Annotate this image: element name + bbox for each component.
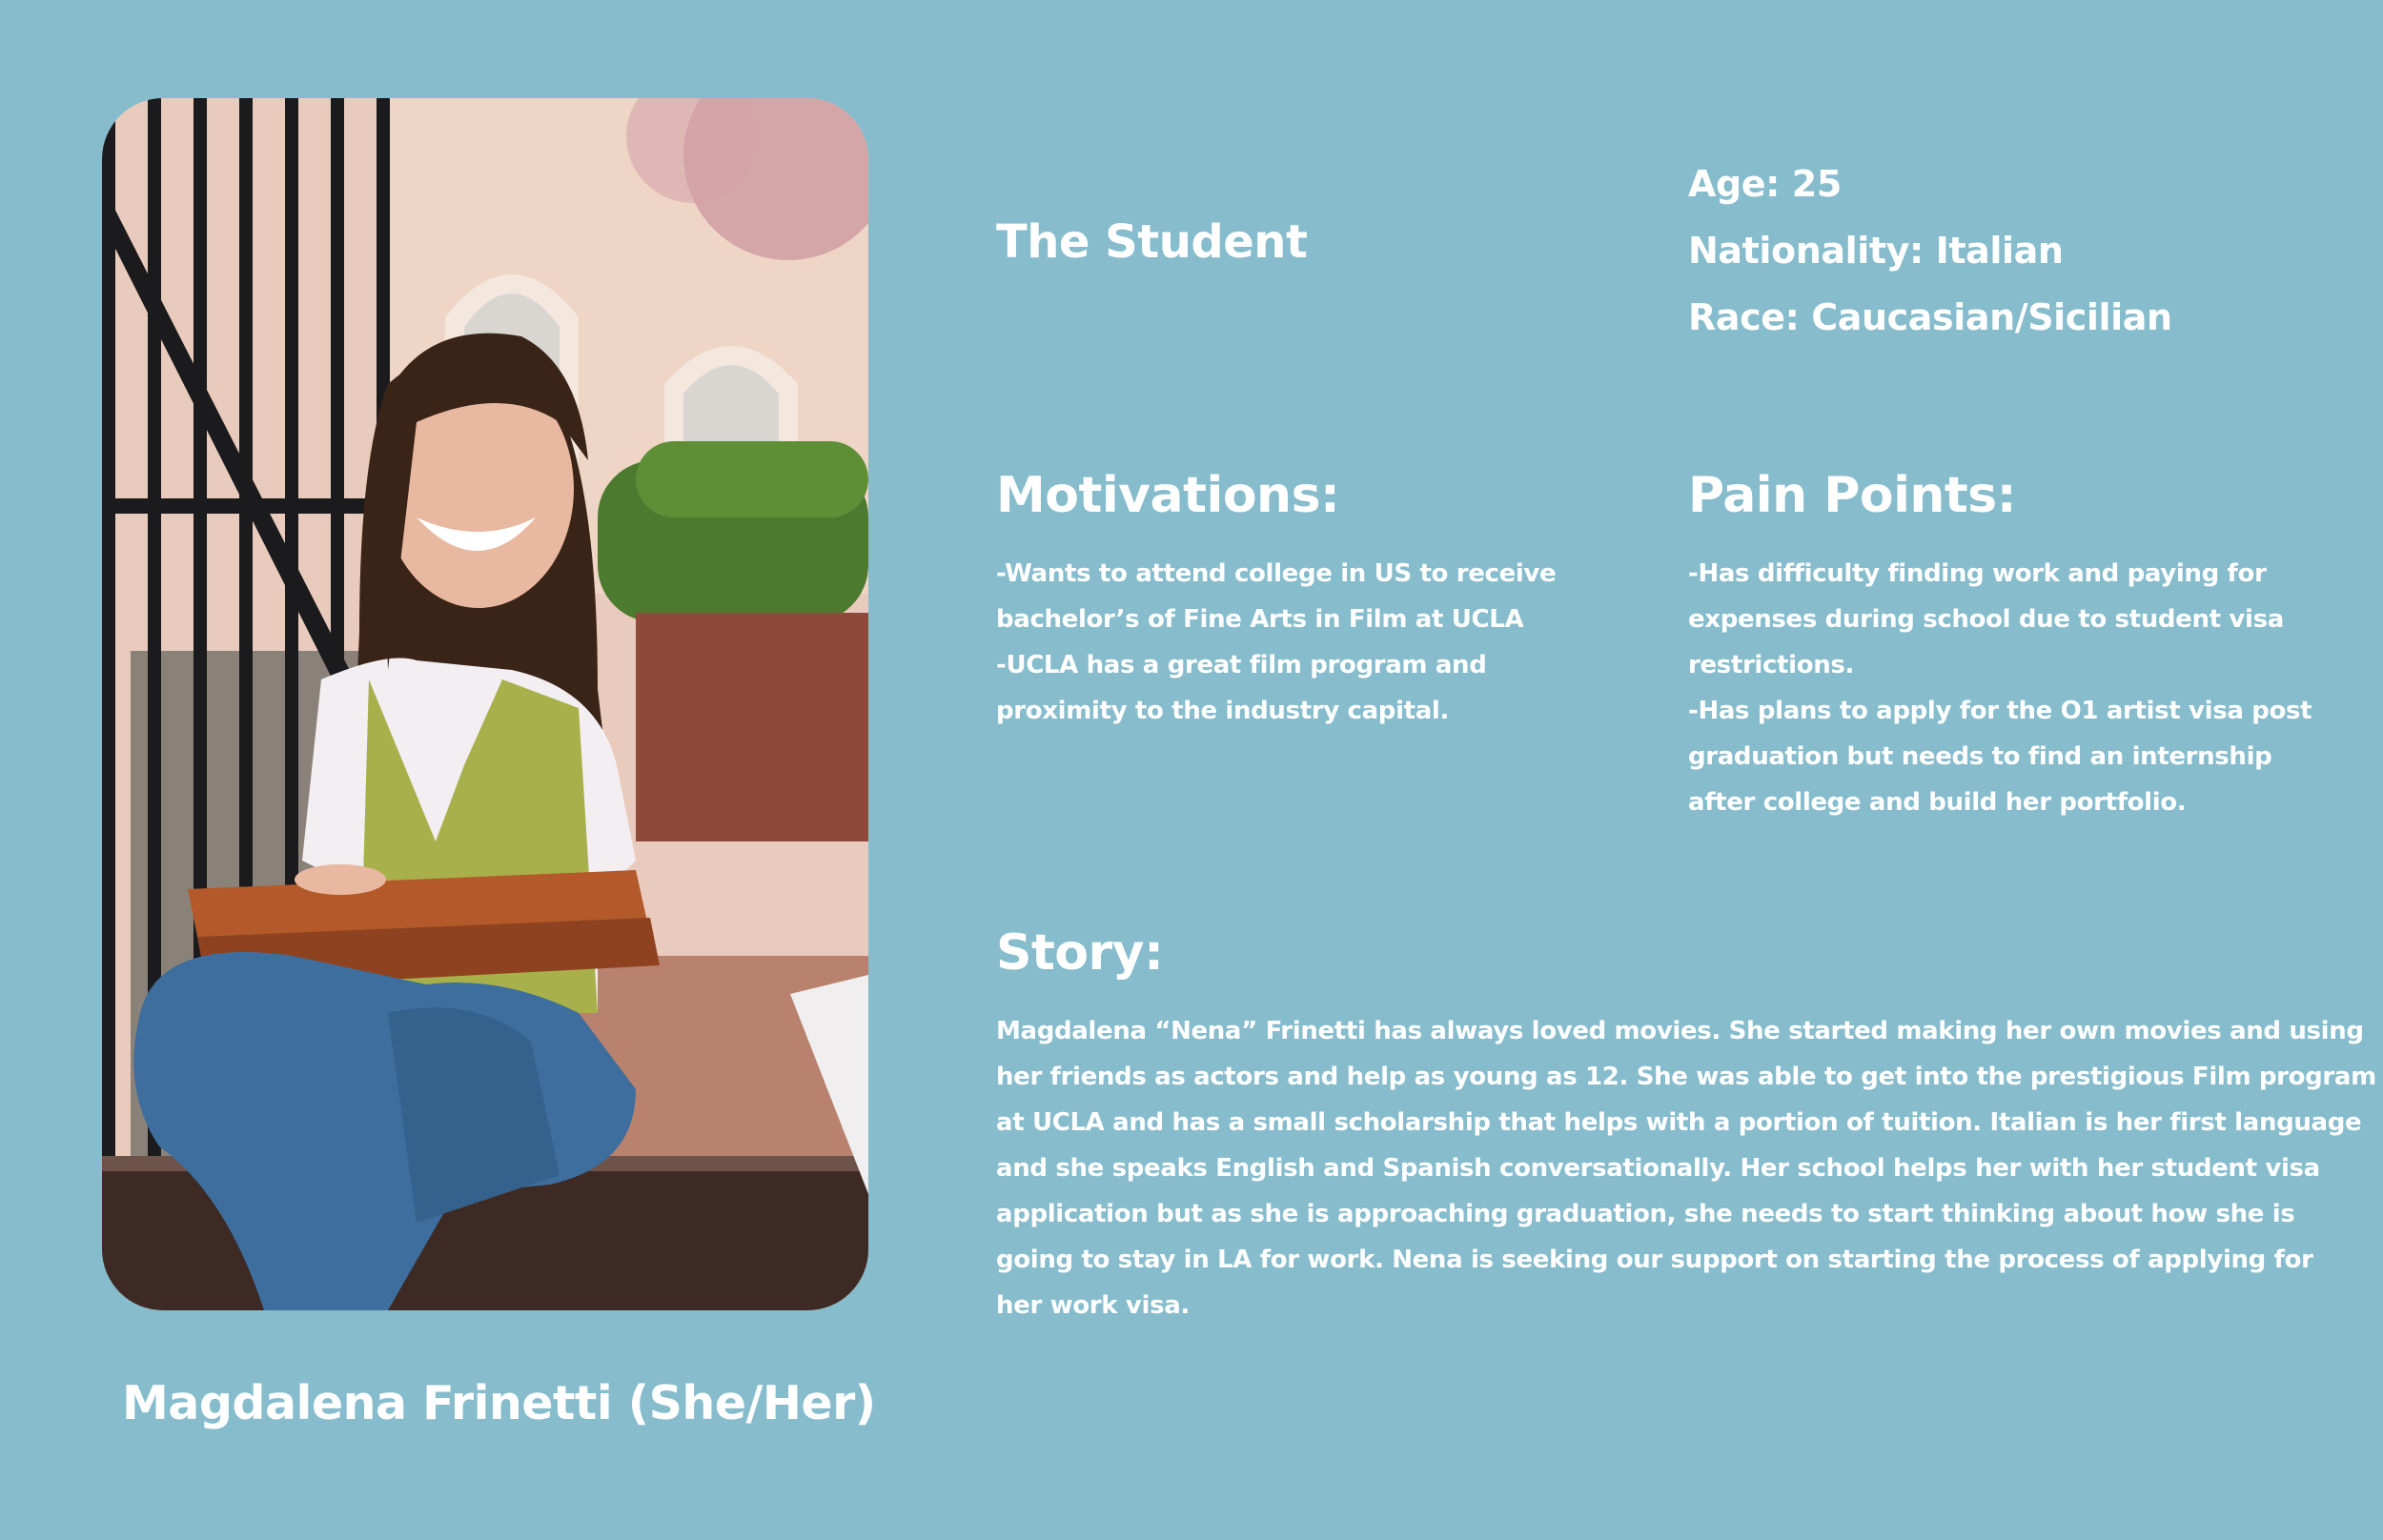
- story-text: [996, 1008, 2376, 1328]
- story-line: application but as she is approaching graduation, she needs to start thinking about how she is: [996, 1200, 2295, 1228]
- motivations-text: [996, 551, 1606, 734]
- motivations-heading: Motivations:: [996, 467, 1340, 524]
- race-fact: Race: Caucasian/Sicilian: [1688, 296, 2172, 338]
- pain-points-line: expenses during school due to student visa: [1688, 605, 2284, 634]
- pain-points-text: [1688, 551, 2312, 825]
- pain-points-line: graduation but needs to find an internship: [1688, 742, 2272, 771]
- persona-facts: [1688, 151, 2172, 351]
- motivations-line: -UCLA has a great film program and: [996, 651, 1487, 679]
- persona-photo: [102, 98, 868, 1310]
- story-line: at UCLA and has a small scholarship that helps with a portion of tuition. Italian is her first language: [996, 1108, 2362, 1137]
- story-heading: Story:: [996, 924, 1164, 982]
- pain-points-heading: Pain Points:: [1688, 467, 2017, 524]
- story-line: her work visa.: [996, 1291, 1190, 1320]
- motivations-line: bachelor’s of Fine Arts in Film at UCLA: [996, 605, 1524, 634]
- pain-points-line: -Has difficulty finding work and paying for: [1688, 559, 2267, 588]
- pain-points-line: after college and build her portfolio.: [1688, 788, 2187, 817]
- persona-title: The Student: [996, 215, 1308, 269]
- nationality-fact: Nationality: Italian: [1688, 230, 2064, 272]
- motivations-line: -Wants to attend college in US to receive: [996, 559, 1557, 588]
- persona-name: Magdalena Frinetti (She/Her): [122, 1376, 876, 1430]
- pain-points-line: -Has plans to apply for the O1 artist visa post: [1688, 697, 2312, 725]
- story-line: her friends as actors and help as young as 12. She was able to get into the prestigious Film program: [996, 1063, 2376, 1091]
- story-line: going to stay in LA for work. Nena is seeking our support on starting the process of applying for: [996, 1246, 2313, 1274]
- age-fact: Age: 25: [1688, 163, 1842, 205]
- motivations-line: proximity to the industry capital.: [996, 697, 1449, 725]
- story-line: Magdalena “Nena” Frinetti has always loved movies. She started making her own movies and using: [996, 1017, 2364, 1045]
- story-line: and she speaks English and Spanish conversationally. Her school helps her with her student visa: [996, 1154, 2320, 1183]
- pain-points-line: restrictions.: [1688, 651, 1855, 679]
- student-photo-illustration: [102, 98, 868, 1310]
